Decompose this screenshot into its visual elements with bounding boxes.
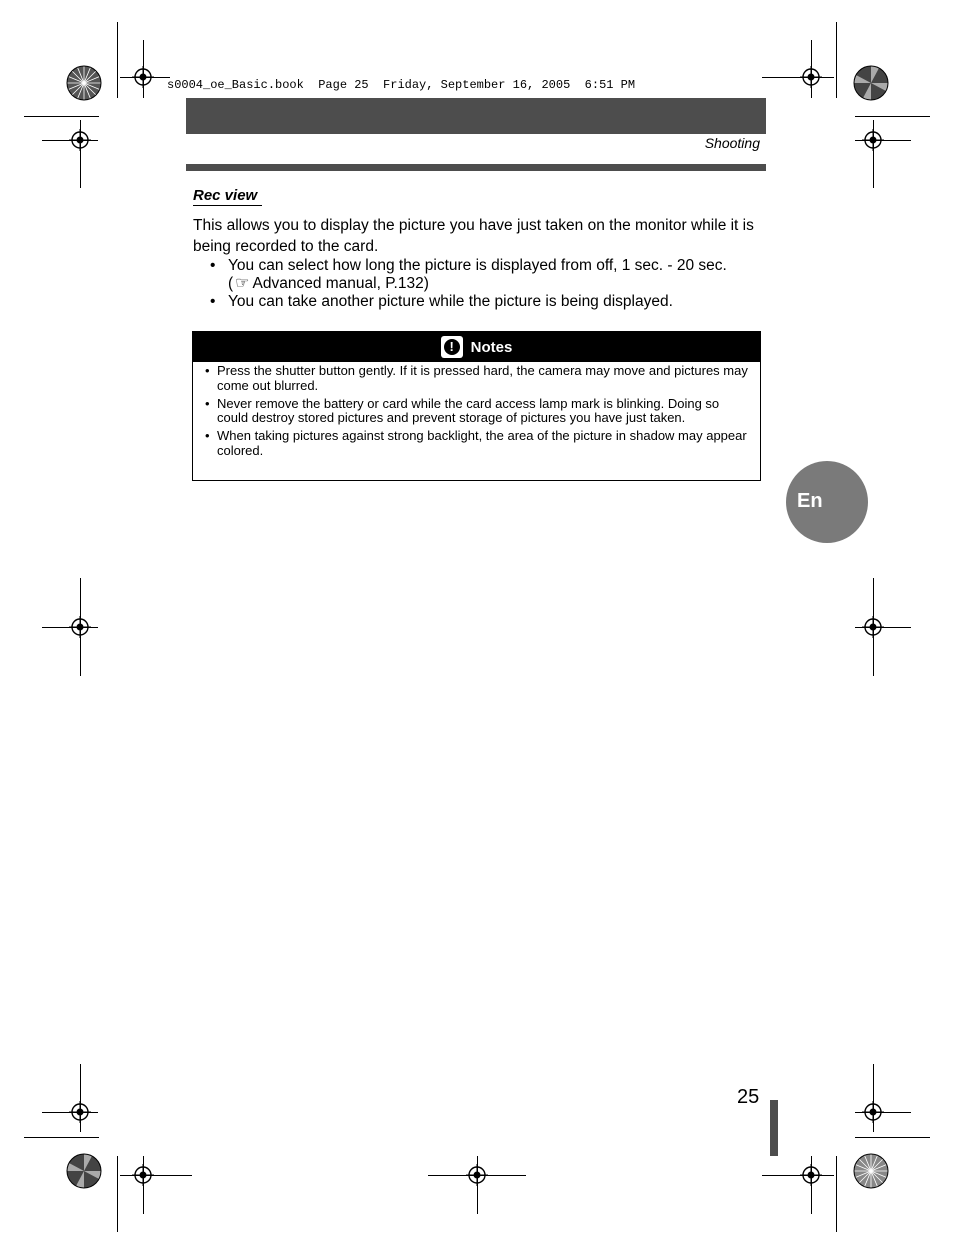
note-text: When taking pictures against strong backlight, the area of the picture in shadow may appear colored. (217, 428, 747, 458)
note-text: Never remove the battery or card while the card access lamp mark is blinking. Doing so could destroy stored pictures and prevent storage of pictures you have just taken. (217, 395, 720, 426)
bullet-dot: • (205, 395, 210, 411)
notes-box (192, 331, 761, 481)
registration-target-icon (862, 616, 884, 638)
registration-target-icon (132, 66, 154, 88)
section-title: Shooting (704, 135, 760, 151)
note-text: Press the shutter button gently. If it is pressed hard, the camera may move and pictures may come out blurred. (217, 363, 748, 393)
registration-target-icon (862, 129, 884, 151)
crop-line (120, 1175, 192, 1176)
crop-line (836, 1156, 837, 1232)
language-label: En (797, 490, 823, 512)
list-item (205, 429, 750, 458)
crop-line (762, 77, 834, 78)
registration-target-icon (862, 1101, 884, 1123)
bullet-text: You can take another picture while the picture is being displayed. (228, 293, 673, 310)
starburst-icon (66, 65, 102, 101)
starburst-icon (853, 65, 889, 101)
notes-header (193, 332, 760, 362)
starburst-icon (66, 1153, 102, 1189)
language-tab (786, 461, 868, 543)
crop-line (855, 1137, 930, 1138)
pointing-hand-icon: ☞ (235, 274, 250, 292)
registration-target-icon (132, 1164, 154, 1186)
header-bar (186, 98, 766, 134)
crop-line (24, 1137, 99, 1138)
section-divider (186, 164, 766, 171)
crop-line (24, 116, 99, 117)
crop-line (117, 1156, 118, 1232)
page-number-bar (770, 1100, 778, 1156)
registration-target-icon (800, 66, 822, 88)
bullet-dot: • (205, 428, 210, 444)
bullet-dot: • (205, 363, 210, 378)
registration-target-icon (800, 1164, 822, 1186)
rec-view-bullet-list (210, 257, 770, 312)
crop-line (117, 22, 118, 98)
reference-text: Advanced manual, P.132) (252, 274, 429, 292)
registration-target-icon (69, 129, 91, 151)
notes-list (193, 362, 760, 459)
print-slug: s0004_oe_Basic.book Page 25 Friday, September 16, 2005 6:51 PM (167, 78, 636, 92)
exclamation-icon: ! (441, 336, 463, 358)
list-item (205, 397, 750, 426)
list-item (210, 257, 770, 292)
crop-line (762, 1175, 834, 1176)
starburst-icon (853, 1153, 889, 1189)
registration-target-icon (69, 1101, 91, 1123)
crop-line (855, 116, 930, 117)
registration-target-icon (69, 616, 91, 638)
page-number: 25 (737, 1086, 760, 1108)
crop-line (836, 22, 837, 98)
ref-open-paren: ( (228, 274, 234, 292)
notes-title: Notes (470, 338, 513, 356)
bullet-text: You can select how long the picture is displayed from off, 1 sec. - 20 sec. (228, 257, 727, 274)
rec-view-heading: Rec view (193, 187, 262, 206)
bullet-dot: • (210, 293, 216, 310)
rec-view-intro: This allows you to display the picture you have just taken on the monitor while it is being recorded to the card. (193, 217, 754, 255)
registration-target-icon (466, 1164, 488, 1186)
bullet-dot: • (210, 257, 216, 274)
list-item (205, 364, 750, 393)
list-item (210, 293, 770, 311)
